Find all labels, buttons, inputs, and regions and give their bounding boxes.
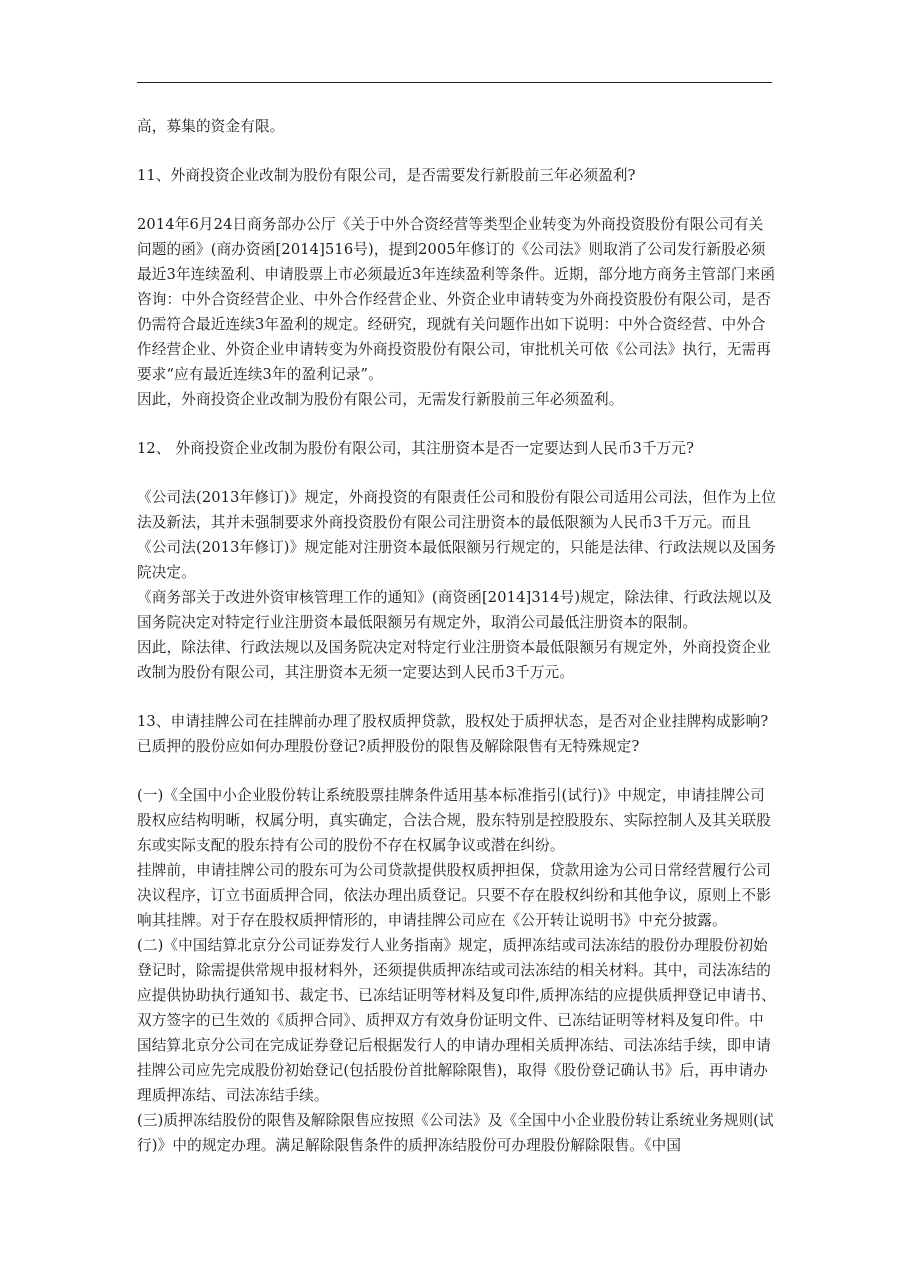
answer-12-paragraph-2: 《商务部关于改进外资审核管理工作的通知》(商资函[2014]314号)规定，除法律、行政法规以及国务院决定对特定行业注册资本最低限额另有规定外，取消公司最低注册资本的限制。 [137,589,772,631]
intro-paragraph: 高，募集的资金有限。 [137,118,285,135]
question-13: 13、申请挂牌公司在挂牌前办理了股权质押贷款，股权处于质押状态，是否对企业挂牌构成影响?已质押的股份应如何办理股份登记?质押股份的限售及解除限售有无特殊规定? [137,713,769,755]
answer-11-paragraph-1: 2014年6月24日商务部办公厅《关于中外合资经营等类型企业转变为外商投资股份有限公司有关问题的函》(商办资函[2014]516号)，提到2005年修订的《公司法》则取消了公司发行新股必须最近3年连续盈利、申请股票上市必须最近3年连续盈利等条件。近期，部分地方商务主管部门来函咨询：中外合资经营企业、中外合作经营企业、外资企业申请转变为外商投资股份有限公司，是否仍需符合最近连续3年盈利的规定。经研究，现就有关问题作出如下说明：中外合资经营、中外合作经营企业、外资企业申请转变为外商投资股份有限公司，审批机关可依《公司法》执行，无需再要求“应有最近连续3年的盈利记录”。 [137,216,776,383]
header-rule [137,82,772,83]
question-12: 12、 外商投资企业改制为股份有限公司，其注册资本是否一定要达到人民币3千万元? [137,440,695,457]
question-11: 11、外商投资企业改制为股份有限公司，是否需要发行新股前三年必须盈利? [137,167,636,184]
answer-13-paragraph-4: (三)质押冻结股份的限售及解除限售应按照《公司法》及《全国中小企业股份转让系统业务规则(试行)》中的规定办理。满足解除限售条件的质押冻结股份可办理股份解除限售。《中国 [137,1112,774,1154]
answer-13-paragraph-2: 挂牌前，申请挂牌公司的股东可为公司贷款提供股权质押担保，贷款用途为公司日常经营履行公司决议程序，订立书面质押合同，依法办理出质登记。只要不存在股权纠纷和其他争议，原则上不影响其挂牌。对于存在股权质押情形的，申请挂牌公司应在《公开转让说明书》中充分披露。 [137,862,771,929]
answer-11-paragraph-2: 因此，外商投资企业改制为股份有限公司，无需发行新股前三年必须盈利。 [137,391,624,408]
answer-13-paragraph-3: (二)《中国结算北京分公司证券发行人业务指南》规定，质押冻结或司法冻结的股份办理股份初始登记时，除需提供常规申报材料外，还须提供质押冻结或司法冻结的相关材料。其中，司法冻结的应提供协助执行通知书、裁定书、已冻结证明等材料及复印件,质押冻结的应提供质押登记申请书、双方签字的已生效的《质押合同》、质押双方有效身份证明文件、已冻结证明等材料及复印件。中国结算北京分公司在完成证券登记后根据发行人的申请办理相关质押冻结、司法冻结手续，即申请挂牌公司应先完成股份初始登记(包括股份首批解除限售)，取得《股份登记确认书》后，再申请办理质押冻结、司法冻结手续。 [137,937,776,1104]
answer-12-paragraph-3: 因此，除法律、行政法规以及国务院决定对特定行业注册资本最低限额另有规定外，外商投资企业改制为股份有限公司，其注册资本无须一定要达到人民币3千万元。 [137,639,771,681]
document-body [137,114,777,1158]
answer-13-paragraph-1: (一)《全国中小企业股份转让系统股票挂牌条件适用基本标准指引(试行)》中规定，申请挂牌公司股权应结构明晰，权属分明，真实确定，合法合规，股东特别是控股股东、实际控制人及其关联股东或实际支配的股东持有公司的股份不存在权属争议或潜在纠纷。 [137,787,771,854]
answer-12-paragraph-1: 《公司法(2013年修订)》规定，外商投资的有限责任公司和股份有限公司适用公司法，但作为上位法及新法，其并未强制要求外商投资股份有限公司注册资本的最低限额为人民币3千万元。而且《公司法(2013年修订)》规定能对注册资本最低限额另行规定的，只能是法律、行政法规以及国务院决定。 [137,489,777,581]
